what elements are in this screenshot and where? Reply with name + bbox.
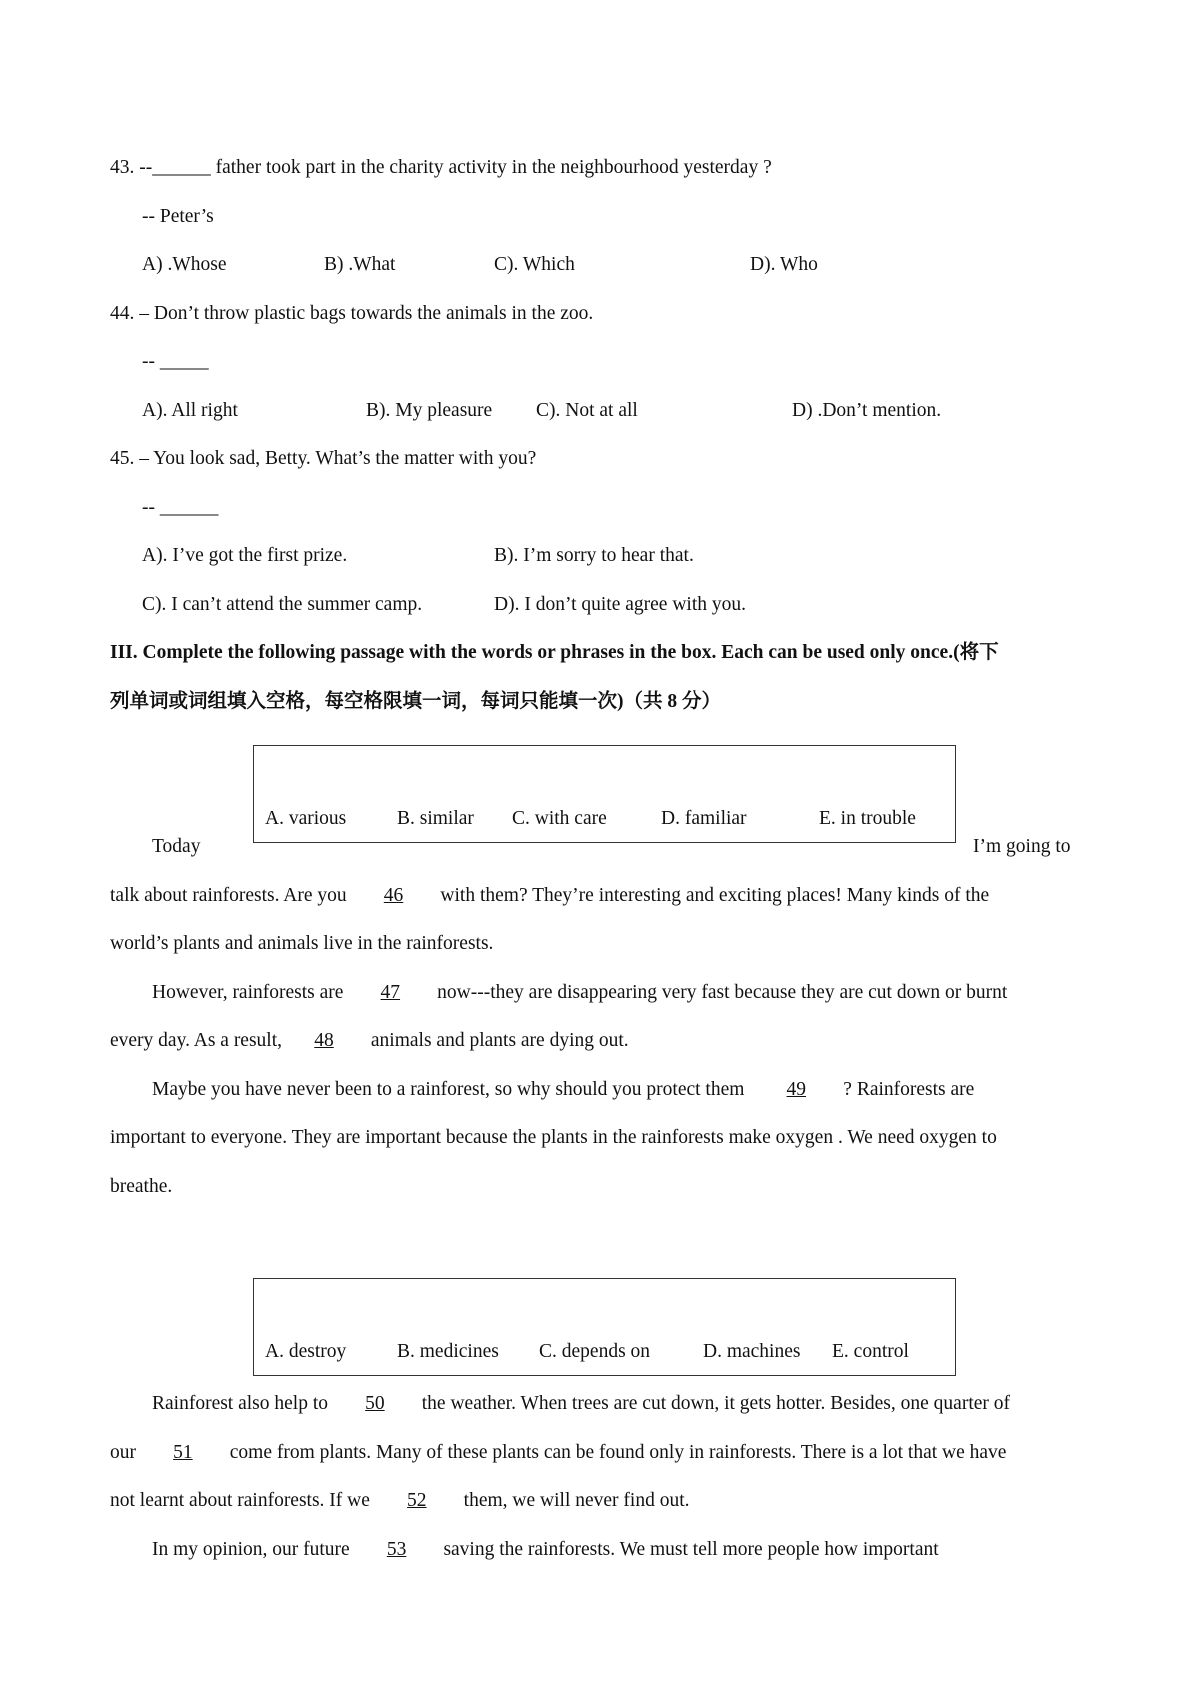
passage-p1-going-to: I’m going to — [973, 836, 1071, 857]
question-45-answer: -- ______ — [142, 497, 219, 518]
blank-53: 53 — [386, 1539, 407, 1560]
blank-51: 51 — [173, 1442, 193, 1463]
passage-text: saving the rainforests. We must tell more people how important — [438, 1539, 939, 1560]
passage-p2-line2 — [110, 1029, 629, 1053]
question-44-option-c: C). Not at all — [536, 400, 638, 421]
question-44-option-a: A). All right — [142, 400, 238, 421]
question-45-option-a: A). I’ve got the first prize. — [142, 545, 348, 566]
word-box-2-item-c: C. depends on — [539, 1341, 651, 1362]
question-45-option-d: D). I don’t quite agree with you. — [494, 594, 746, 615]
passage-text: the weather. When trees are cut down, it gets hotter. Besides, one quarter of — [416, 1393, 1011, 1414]
blank-46: 46 — [383, 885, 404, 906]
question-43-option-b: B) .What — [324, 254, 396, 275]
word-box-1-item-d: D. familiar — [661, 808, 747, 829]
word-box-2-item-d: D. machines — [703, 1341, 801, 1362]
passage-p4-line1 — [152, 1392, 1010, 1416]
passage-p2-line1 — [152, 981, 1007, 1005]
section-3-heading-line2: 列单词或词组填入空格，每空格限填一词，每词只能填一次)（共 8 分） — [110, 691, 721, 712]
word-box-1-item-b: B. similar — [397, 808, 474, 829]
word-box-2-item-e: E. control — [832, 1341, 909, 1362]
word-box-2-item-b: B. medicines — [397, 1341, 499, 1362]
question-45-option-b: B). I’m sorry to hear that. — [494, 545, 694, 566]
passage-text: talk about rainforests. Are you — [110, 885, 352, 906]
question-45-option-c: C). I can’t attend the summer camp. — [142, 594, 423, 615]
question-44-answer: -- _____ — [142, 351, 209, 372]
question-44-option-d: D) .Don’t mention. — [792, 400, 942, 421]
section-3-heading-line1: III. Complete the following passage with the words or phrases in the box. Each can be used only once.(将下 — [110, 642, 999, 663]
passage-p5-line1 — [152, 1538, 939, 1562]
question-43-option-c: C). Which — [494, 254, 575, 275]
question-43-option-d: D). Who — [750, 254, 818, 275]
passage-text: animals and plants are dying out. — [366, 1030, 629, 1051]
passage-text: However, rainforests are — [152, 982, 349, 1003]
passage-text: Maybe you have never been to a rainforest, so why should you protect them — [152, 1079, 750, 1100]
passage-p3-line2: important to everyone. They are important because the plants in the rainforests make oxygen . We need oxygen to — [110, 1127, 997, 1148]
blank-52: 52 — [407, 1490, 427, 1511]
word-box-1-item-a: A. various — [265, 808, 347, 829]
passage-p1-today: Today — [152, 836, 201, 857]
question-43-option-a: A) .Whose — [142, 254, 227, 275]
question-44-option-b: B). My pleasure — [366, 400, 493, 421]
blank-50: 50 — [365, 1393, 385, 1414]
passage-text: come from plants. Many of these plants can be found only in rainforests. There is a lot that we have — [224, 1442, 1007, 1463]
blank-47: 47 — [380, 982, 401, 1003]
passage-text: now---they are disappearing very fast because they are cut down or burnt — [432, 982, 1008, 1003]
blank-48: 48 — [314, 1030, 334, 1051]
word-box-1 — [253, 745, 956, 843]
passage-p4-line3 — [110, 1489, 690, 1513]
question-43-stem: 43. --______ father took part in the charity activity in the neighbourhood yesterday ? — [110, 157, 772, 178]
question-43-answer: -- Peter’s — [142, 206, 214, 227]
blank-49: 49 — [786, 1079, 807, 1100]
passage-p4-line2 — [110, 1441, 1006, 1465]
word-box-1-item-c: C. with care — [512, 808, 607, 829]
word-box-1-item-e: E. in trouble — [819, 808, 916, 829]
word-box-2 — [253, 1278, 956, 1376]
passage-p3-line1 — [152, 1078, 974, 1102]
word-box-2-item-a: A. destroy — [265, 1341, 347, 1362]
question-45-stem: 45. – You look sad, Betty. What’s the matter with you? — [110, 448, 537, 469]
passage-text: Rainforest also help to — [152, 1393, 333, 1414]
passage-p1-line3: world’s plants and animals live in the rainforests. — [110, 933, 494, 954]
passage-p1-line2 — [110, 884, 989, 908]
passage-text: ? Rainforests are — [843, 1079, 975, 1100]
passage-text: our — [110, 1442, 141, 1463]
passage-text: with them? They’re interesting and exciting places! Many kinds of the — [435, 885, 990, 906]
question-44-stem: 44. – Don’t throw plastic bags towards the animals in the zoo. — [110, 303, 594, 324]
passage-text: not learnt about rainforests. If we — [110, 1490, 375, 1511]
passage-text: them, we will never find out. — [458, 1490, 690, 1511]
passage-p3-line3: breathe. — [110, 1176, 173, 1197]
passage-text: In my opinion, our future — [152, 1539, 355, 1560]
passage-text: every day. As a result, — [110, 1030, 283, 1051]
